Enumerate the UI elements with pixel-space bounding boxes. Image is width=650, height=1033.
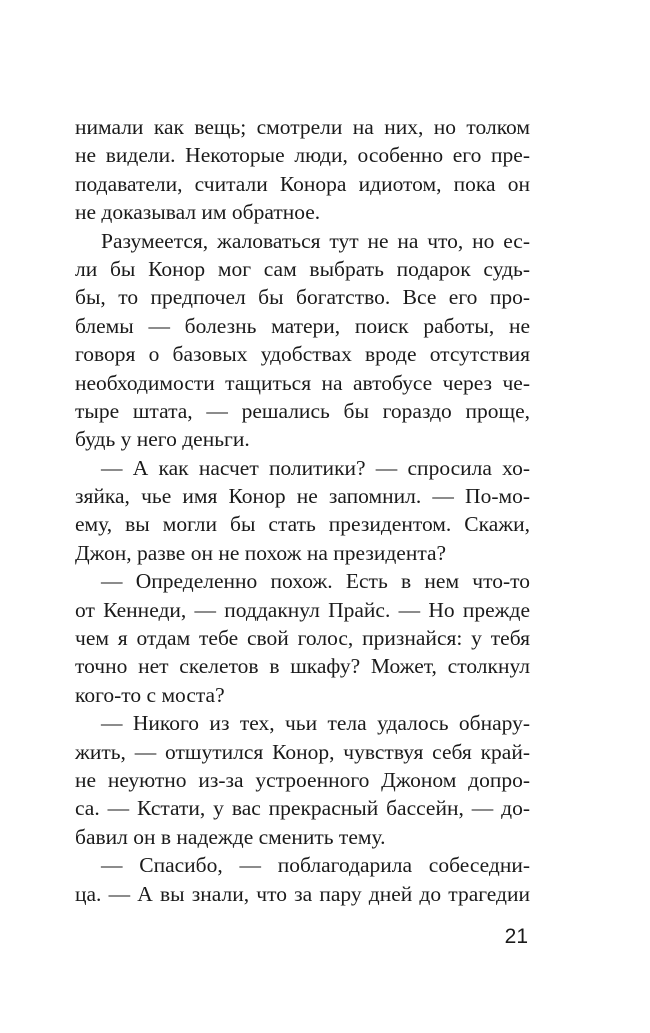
text-line: не видели. Некоторые люди, особенно его пре- — [75, 143, 530, 168]
text-line: от Кеннеди, — поддакнул Прайс. — Но прежде — [75, 597, 530, 622]
text-line: чем я отдам тебе свой голос, признайся: у тебя — [75, 626, 530, 651]
text-line: Джон, разве он не похож на президента? — [75, 540, 447, 565]
text-line: жить, — отшутился Конор, чувствуя себя край- — [75, 739, 530, 764]
text-line: говоря о базовых удобствах вроде отсутствия — [75, 342, 530, 367]
text-line: нимали как вещь; смотрели на них, но толком — [75, 115, 530, 139]
text-line: — Определенно похож. Есть в нем что-то — [101, 569, 530, 594]
text-line: ему, вы могли бы стать президентом. Скажи, — [75, 512, 530, 537]
text-line: — А как насчет политики? — спросила хо- — [101, 455, 530, 480]
text-line: точно нет скелетов в шкафу? Может, столкнул — [75, 654, 530, 679]
text-line: — Спасибо, — поблагодарила собеседни- — [101, 853, 530, 878]
text-line: кого-то с моста? — [75, 682, 225, 707]
text-line: не неуютно из-за устроенного Джоном допро- — [75, 767, 530, 792]
text-line: ли бы Конор мог сам выбрать подарок судь- — [75, 256, 530, 281]
text-line: Разумеется, жаловаться тут не на что, но ес- — [101, 228, 530, 253]
text-line: необходимости тащиться на автобусе через че- — [75, 370, 530, 395]
text-line: подаватели, считали Конора идиотом, пока он — [75, 171, 530, 196]
text-line: бы, то предпочел бы богатство. Все его про- — [75, 285, 530, 310]
text-line: блемы — болезнь матери, поиск работы, не — [75, 313, 530, 338]
page-number: 21 — [504, 925, 528, 948]
body-text — [75, 113, 530, 908]
text-line: тыре штата, — решались бы гораздо проще, — [75, 398, 530, 423]
text-line: зяйка, чье имя Конор не запомнил. — По-мо- — [75, 484, 530, 509]
text-line: не доказывал им обратное. — [75, 200, 321, 225]
text-line: — Никого из тех, чьи тела удалось обнару- — [101, 711, 530, 736]
text-line: бавил он в надежде сменить тему. — [75, 824, 386, 849]
text-line: будь у него деньги. — [75, 427, 250, 452]
text-line: са. — Кстати, у вас прекрасный бассейн, — до- — [75, 796, 530, 821]
text-line: ца. — А вы знали, что за пару дней до трагедии — [75, 881, 530, 906]
